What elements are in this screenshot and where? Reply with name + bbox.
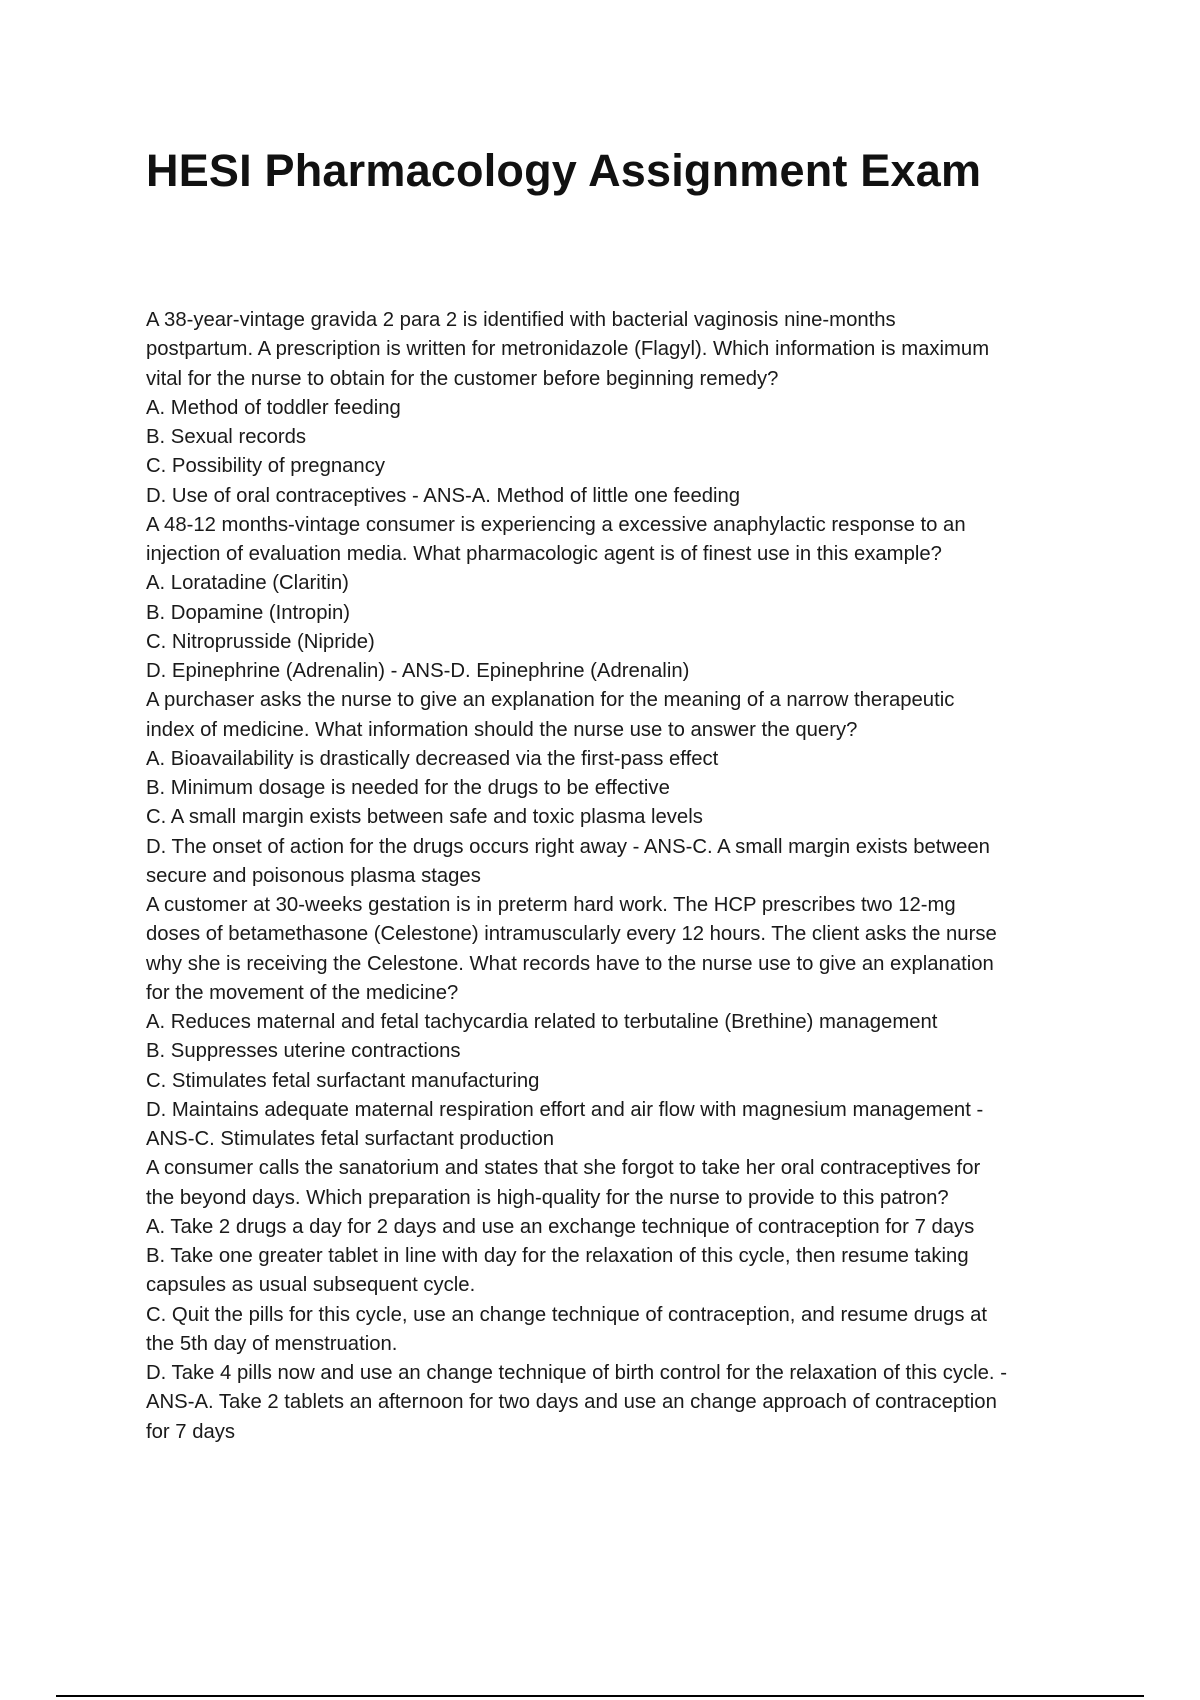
- text-line: A. Loratadine (Claritin): [146, 572, 349, 595]
- page-title: HESI Pharmacology Assignment Exam: [146, 145, 982, 196]
- text-line: the beyond days. Which preparation is high-quality for the nurse to provide to this patron?: [146, 1186, 949, 1209]
- text-line: injection of evaluation media. What pharmacologic agent is of finest use in this example?: [146, 543, 942, 565]
- text-line: D. Maintains adequate maternal respiration effort and air flow with magnesium management -: [146, 1098, 984, 1121]
- text-line: C. Stimulates fetal surfactant manufacturing: [146, 1069, 540, 1092]
- text-line: B. Dopamine (Intropin): [146, 601, 351, 624]
- text-line: A customer at 30-weeks gestation is in preterm hard work. The HCP prescribes two 12-mg: [146, 894, 956, 916]
- text-line: index of medicine. What information should the nurse use to answer the query?: [146, 718, 858, 741]
- text-line: A 48-12 months-vintage consumer is experiencing a excessive anaphylactic response to an: [146, 513, 966, 536]
- text-line: ANS-A. Take 2 tablets an afternoon for two days and use an change approach of contraception: [146, 1391, 997, 1414]
- text-line: D. Take 4 pills now and use an change technique of birth control for the relaxation of this cycle. -: [146, 1362, 1007, 1384]
- text-line: B. Minimum dosage is needed for the drugs to be effective: [146, 777, 670, 799]
- bottom-divider: [56, 1695, 1144, 1697]
- text-line: B. Take one greater tablet in line with day for the relaxation of this cycle, then resume taking: [146, 1245, 969, 1267]
- text-line: C. Possibility of pregnancy: [146, 455, 385, 478]
- text-line: ANS-C. Stimulates fetal surfactant production: [146, 1128, 555, 1150]
- text-line: C. A small margin exists between safe and toxic plasma levels: [146, 806, 703, 829]
- text-line: why she is receiving the Celestone. What records have to the nurse use to give an explanation: [146, 952, 994, 975]
- text-line: A purchaser asks the nurse to give an explanation for the meaning of a narrow therapeutic: [146, 689, 955, 712]
- text-line: A consumer calls the sanatorium and states that she forgot to take her oral contraceptives for: [146, 1157, 981, 1180]
- text-line: the 5th day of menstruation.: [146, 1332, 398, 1355]
- text-line: D. Epinephrine (Adrenalin) - ANS-D. Epinephrine (Adrenalin): [146, 660, 690, 682]
- text-line: A. Take 2 drugs a day for 2 days and use an exchange technique of contraception for 7 days: [146, 1215, 975, 1238]
- text-line: D. The onset of action for the drugs occurs right away - ANS-C. A small margin exists between: [146, 835, 990, 858]
- text-line: C. Nitroprusside (Nipride): [146, 630, 375, 653]
- text-line: secure and poisonous plasma stages: [146, 864, 481, 887]
- text-line: A. Reduces maternal and fetal tachycardia related to terbutaline (Brethine) management: [146, 1011, 938, 1033]
- text-line: capsules as usual subsequent cycle.: [146, 1274, 476, 1297]
- text-line: A 38-year-vintage gravida 2 para 2 is identified with bacterial vaginosis nine-months: [146, 309, 896, 331]
- text-line: C. Quit the pills for this cycle, use an change technique of contraception, and resume drugs at: [146, 1303, 988, 1326]
- text-line: for the movement of the medicine?: [146, 981, 459, 1004]
- text-line: D. Use of oral contraceptives - ANS-A. Method of little one feeding: [146, 484, 741, 507]
- text-line: postpartum. A prescription is written for metronidazole (Flagyl). Which information is maximum: [146, 338, 990, 361]
- text-line: B. Sexual records: [146, 426, 307, 448]
- text-line: for 7 days: [146, 1420, 236, 1443]
- document-body: [146, 306, 1086, 1447]
- text-line: B. Suppresses uterine contractions: [146, 1040, 461, 1063]
- text-line: doses of betamethasone (Celestone) intramuscularly every 12 hours. The client asks the nurse: [146, 923, 997, 946]
- text-line: A. Bioavailability is drastically decreased via the first-pass effect: [146, 747, 719, 770]
- text-line: A. Method of toddler feeding: [146, 396, 401, 419]
- text-line: vital for the nurse to obtain for the customer before beginning remedy?: [146, 367, 779, 390]
